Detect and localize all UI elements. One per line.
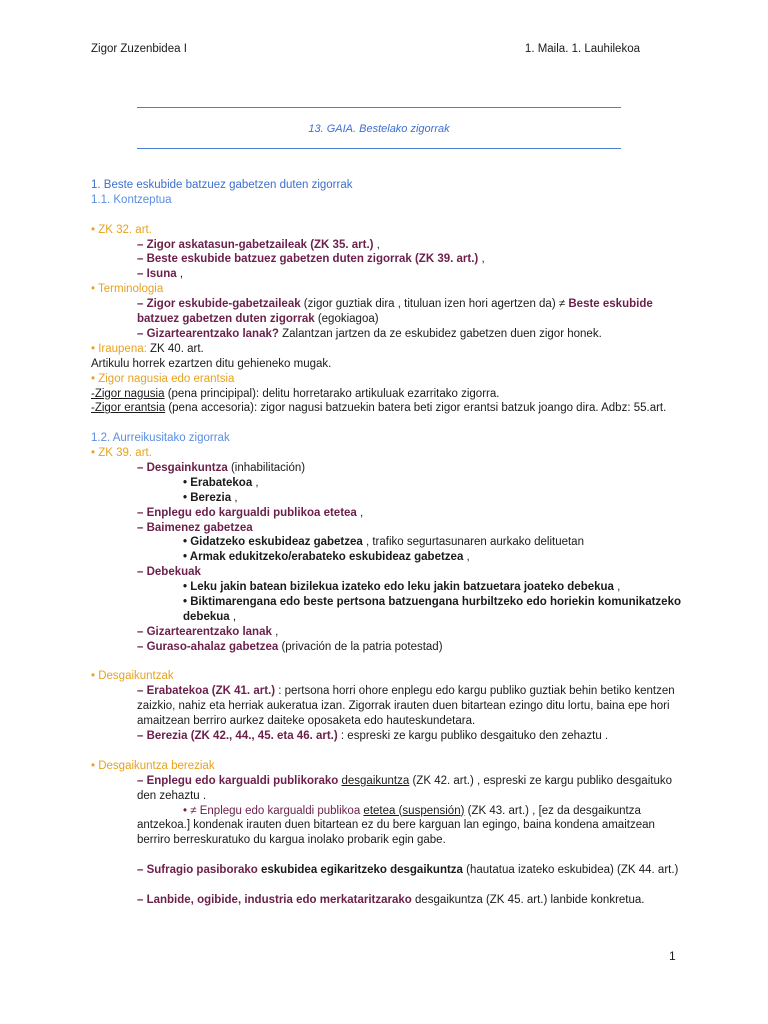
desgaikuntza-bereziak-heading: • Desgaikuntza bereziak xyxy=(91,759,215,772)
list-item: – Zigor askatasun-gabetzaileak (ZK 35. art.) , xyxy=(137,238,380,251)
list-item: – Zigor eskubide-gabetzaileak (zigor guztiak dira , tituluan izen hori agertzen da) ≠ Beste eskubide batzuez gabetzen duten zigorrak (egokiagoa) xyxy=(137,298,653,326)
sub-list-item: • Leku jakin batean bizilekua izateko edo leku jakin batzuetara joateko debekua , xyxy=(183,581,621,594)
subsection-heading-1-2: 1.2. Aurreikusitako zigorrak xyxy=(91,432,230,445)
list-item: • ≠ Enplegu edo kargualdi publikoa etetea (suspensión) (ZK 43. art.) , [ez da desgaikuntza antzekoa.] kondenak irauten duen bitartean ez du bere karguan lan egingo, baina kondena amaitzean berriro berreskuratuko du kargua inolako probarik egin gabe. xyxy=(137,804,655,847)
nagusia-heading: • Zigor nagusia edo erantsia xyxy=(91,372,235,385)
list-item: – Beste eskubide batzuez gabetzen duten zigorrak (ZK 39. art.) , xyxy=(137,253,485,266)
title-rule-top xyxy=(137,107,621,108)
paragraph-line: Artikulu horrek ezartzen ditu gehieneko mugak. xyxy=(91,357,332,370)
list-item: – Gizartearentzako lanak? Zalantzan jartzen da ze eskubidez gabetzen duen zigor honek. xyxy=(137,327,602,340)
list-item: – Lanbide, ogibide, industria edo merkataritzarako desgaikuntza (ZK 45. art.) lanbide konkretua. xyxy=(137,893,645,906)
list-item: – Sufragio pasiborako eskubidea egikaritzeko desgaikuntza (hautatua izateko eskubidea) (ZK 44. art.) xyxy=(137,864,679,877)
sub-list-item: • Armak edukitzeko/erabateko eskubideaz gabetzea , xyxy=(183,551,470,564)
sub-list-item: • Erabatekoa , xyxy=(183,476,259,489)
list-item: – Debekuak xyxy=(137,566,201,579)
header-course-level: 1. Maila. 1. Lauhilekoa xyxy=(524,43,640,55)
list-item: – Isuna , xyxy=(137,268,184,281)
list-item: – Berezia (ZK 42., 44., 45. eta 46. art.) : espreski ze kargu publiko desgaituko den zehaztu . xyxy=(137,730,609,743)
sub-list-item: • Gidatzeko eskubideaz gabetzea , trafiko segurtasunaren aurkako delituetan xyxy=(183,536,584,549)
list-item: – Enplegu edo kargualdi publikoa etetea , xyxy=(137,506,364,519)
title-rule-bottom xyxy=(137,148,621,149)
subsection-heading-1-1: 1.1. Kontzeptua xyxy=(91,193,172,206)
article-ref-zk39: • ZK 39. art. xyxy=(91,447,152,460)
iraupena-line: • Iraupena: ZK 40. art. xyxy=(91,342,204,355)
paragraph-line: -Zigor nagusia (pena principipal): delitu horretarako artikuluak ezarritako zigorra. xyxy=(91,387,500,400)
list-item: – Baimenez gabetzea xyxy=(137,521,253,534)
list-item: – Gizartearentzako lanak , xyxy=(137,625,279,638)
document-body xyxy=(91,178,681,908)
list-item: – Desgainkuntza (inhabilitación) xyxy=(137,461,306,474)
article-ref-zk32: • ZK 32. art. xyxy=(91,223,152,236)
desgaikuntzak-heading: • Desgaikuntzak xyxy=(91,670,174,683)
page-number: 1 xyxy=(669,949,676,963)
paragraph-line: -Zigor erantsia (pena accesoria): zigor nagusi batzuekin batera beti zigor erantsi batzuk joango dira. Adbz: 55.art. xyxy=(91,402,667,415)
header-course-title: Zigor Zuzenbidea I xyxy=(91,43,187,55)
sub-list-item: • Biktimarengana edo beste pertsona batzuengana hurbiltzeko edo horiekin komunikatzeko debekua , xyxy=(183,595,681,623)
list-item: – Erabatekoa (ZK 41. art.) : pertsona horri ohore enplegu edo kargu publiko guztiak behin betiko kentzen zaizkio, nahiz eta herriak aukeratua izan. Zigorrak irauten duen bitartean ezingo ditu lortu, baina epe hori amaitzean berriro aurkez daiteke oposaketa edo hauteskundetara. xyxy=(137,685,675,728)
chapter-title: 13. GAIA. Bestelako zigorrak xyxy=(308,123,450,135)
list-item: – Enplegu edo kargualdi publikorako desgaikuntza (ZK 42. art.) , espreski ze kargu publiko desgaituko den zehaztu . xyxy=(137,774,672,802)
sub-list-item: • Berezia , xyxy=(183,491,238,504)
list-item: – Guraso-ahalaz gabetzea (privación de la patria potestad) xyxy=(137,640,443,653)
section-heading-1: 1. Beste eskubide batzuez gabetzen duten zigorrak xyxy=(91,179,353,191)
terminologia-heading: • Terminologia xyxy=(91,283,164,296)
